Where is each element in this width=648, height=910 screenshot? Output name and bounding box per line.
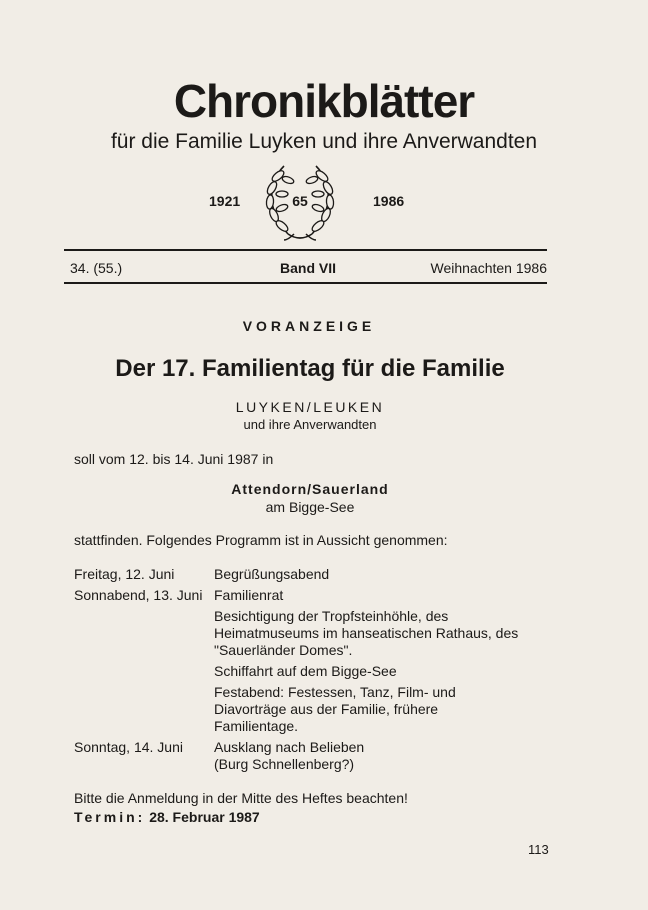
event-place-sub: am Bigge-See [265,499,355,515]
year-start: 1921 [209,193,241,209]
program-item: Festabend: Festessen, Tanz, Film- und Diavorträge aus der Familie, frühere Familientage. [214,684,456,734]
program-list [74,566,554,777]
program-item: Begrüßungsabend [214,566,330,582]
issue-number: 34. (55.) [70,260,123,276]
program-day-label: Sonntag, 14. Juni [74,739,183,755]
program-day-label: Freitag, 12. Juni [74,566,175,582]
event-place: Attendorn/Sauerland [231,481,389,497]
deadline-label: Termin: [74,809,146,825]
program-intro: stattfinden. Folgendes Programm ist in Aussicht genommen: [74,532,448,548]
program-item: Ausklang nach Belieben (Burg Schnellenberg?) [214,739,365,772]
relatives-line: und ihre Anverwandten [243,417,377,432]
program-day-label: Sonnabend, 13. Juni [74,587,203,603]
anniversary-number: 65 [292,193,308,209]
publication-title: Chronikblätter [173,75,475,127]
deadline [74,809,260,825]
issue-date: Weihnachten 1986 [430,260,547,276]
program-day [74,587,554,735]
volume-label: Band VII [280,260,337,276]
publication-subtitle: für die Familie Luyken und ihre Anverwandten [110,130,538,153]
program-item: Besichtigung der Tropfsteinhöhle, des Heimatmuseums im hanseatischen Rathaus, des "Sauerländer Domes". [214,608,519,658]
announcement-label: VORANZEIGE [242,318,376,334]
announcement-headline: Der 17. Familientag für die Familie [115,355,505,382]
divider-top [64,249,547,251]
program-item: Schiffahrt auf dem Bigge-See [214,663,397,679]
divider-bottom [64,282,547,284]
deadline-date: 28. Februar 1987 [149,809,260,825]
year-end: 1986 [373,193,405,209]
dates-line: soll vom 12. bis 14. Juni 1987 in [74,451,274,467]
page-number: 113 [528,842,549,857]
program-day [74,566,554,583]
program-item: Familienrat [214,587,284,603]
registration-note: Bitte die Anmeldung in der Mitte des Heftes beachten! [74,790,408,806]
program-day [74,739,554,773]
family-names: LUYKEN/LEUKEN [235,399,385,415]
anniversary-emblem [0,160,648,245]
